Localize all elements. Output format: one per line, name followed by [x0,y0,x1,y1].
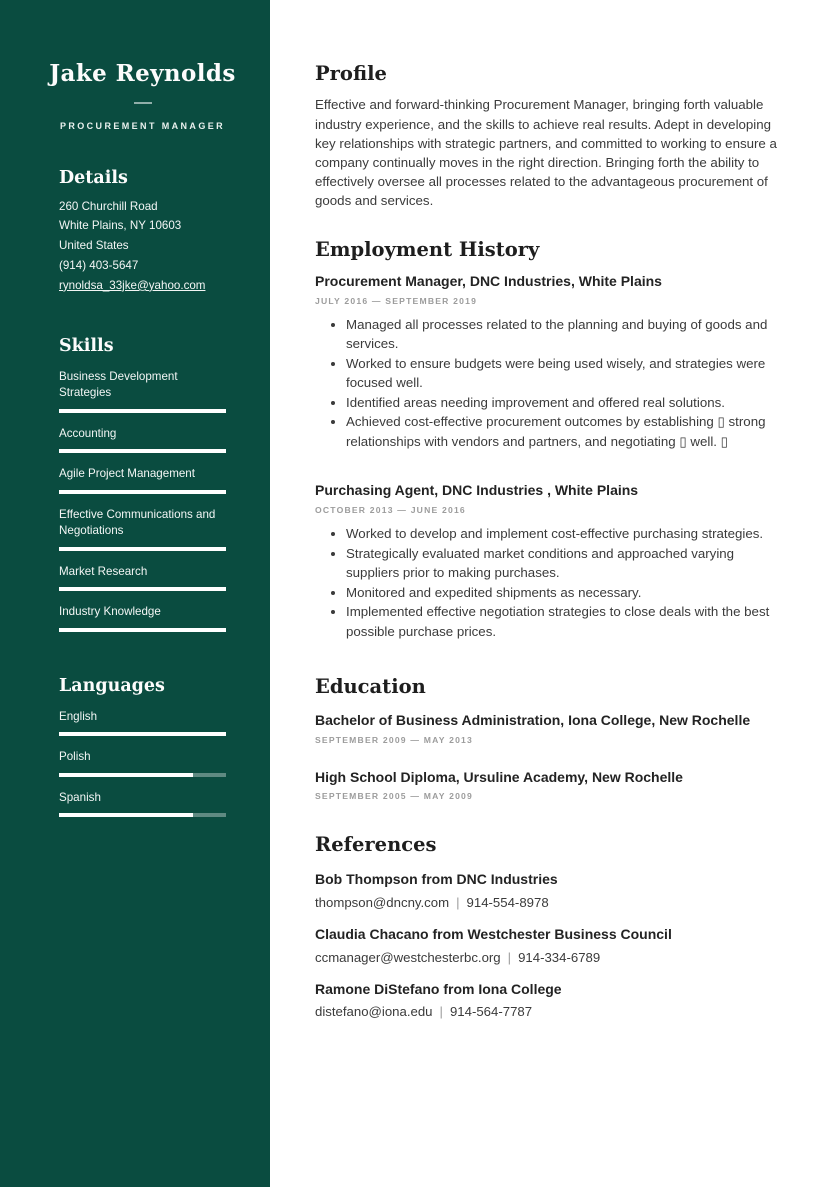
reference-contact [315,950,782,965]
education-title: High School Diploma, Ursuline Academy, New Rochelle [315,768,683,785]
job-entry [315,481,782,641]
language-bar [59,732,226,736]
skill-bar [59,490,226,494]
candidate-name: Jake Reynolds [49,60,236,87]
job-bullet: • Implemented effective negotiation strategies to close deals with the best possible purchase prices. [346,602,782,641]
job-bullet: • Managed all processes related to the planning and buying of goods and services. [346,315,782,354]
skill-bar [59,547,226,551]
education-dates: SEPTEMBER 2005 — MAY 2009 [315,791,474,802]
sidebar [0,0,270,1187]
skill-bar-fill [59,490,226,494]
main-content [270,0,840,1187]
skill-label: Effective Communications and Negotiations [59,507,216,538]
skill-bar-fill [59,409,226,413]
employment-heading: Employment History [315,237,540,261]
job-bullet-list [315,524,782,641]
references-section [315,833,782,1019]
country: United States [59,239,129,253]
skill-item [59,604,226,632]
address-line-2: White Plains, NY 10603 [59,219,182,233]
skill-item [59,507,226,551]
language-item [59,749,226,777]
language-bar [59,813,226,817]
contact-separator: | [507,949,512,965]
details-heading: Details [59,167,128,188]
job-bullet: • Worked to ensure budgets were being used wisely, and strategies were focused well. [346,354,782,393]
education-dates: SEPTEMBER 2009 — MAY 2013 [315,734,474,745]
reference-phone: 914-554-8978 [466,894,549,910]
skill-label: Agile Project Management [59,467,195,481]
language-item [59,709,226,737]
language-bar-fill [59,732,226,736]
language-label: Spanish [59,790,101,804]
language-bar-fill [59,773,193,777]
profile-section [315,62,782,211]
phone-number: (914) 403-5647 [59,258,139,272]
job-bullet: • Achieved cost-effective procurement outcomes by establishing ▯ strong relationships with vendors and partners, and negotiating ▯ well. ▯ [346,412,782,451]
reference-email: distefano@iona.edu [315,1004,433,1020]
name-divider [134,102,152,104]
references-heading: References [315,833,437,857]
contact-separator: | [439,1004,443,1020]
languages-heading: Languages [59,675,165,696]
job-bullet: • Identified areas needing improvement and offered real solutions. [346,393,782,413]
profile-heading: Profile [315,62,387,85]
education-title: Bachelor of Business Administration, Iona College, New Rochelle [315,711,751,728]
job-bullet-list [315,315,782,452]
reference-contact [315,895,782,910]
education-entry [315,711,782,745]
job-title: Procurement Manager, DNC Industries, White Plains [315,272,662,289]
email-link[interactable]: rynoldsa_33jke@yahoo.com [59,278,206,292]
skill-bar [59,409,226,413]
skill-label: Industry Knowledge [59,605,161,619]
job-dates: OCTOBER 2013 — JUNE 2016 [315,505,466,516]
address-line-1: 260 Churchill Road [59,199,158,213]
skill-bar-fill [59,628,226,632]
job-bullet: • Strategically evaluated market conditions and approached varying suppliers prior to making purchases. [346,544,782,583]
reference-entry [315,980,782,1020]
skill-bar-fill [59,547,226,551]
reference-name: Claudia Chacano from Westchester Business Council [315,925,672,942]
skill-item [59,369,226,413]
education-entry [315,768,782,802]
language-item [59,790,226,818]
skill-label: Market Research [59,564,148,578]
job-entry [315,272,782,451]
reference-contact [315,1004,782,1019]
skill-label: Accounting [59,426,117,440]
skill-bar [59,628,226,632]
skill-item [59,466,226,494]
reference-name: Ramone DiStefano from Iona College [315,980,562,997]
skill-bar [59,587,226,591]
education-section [315,675,782,801]
job-bullet: • Worked to develop and implement cost-effective purchasing strategies. [346,524,782,544]
job-title: Purchasing Agent, DNC Industries , White Plains [315,482,639,499]
language-label: Polish [59,750,91,764]
reference-phone: 914-334-6789 [518,949,601,965]
reference-phone: 914-564-7787 [449,1004,533,1020]
employment-section [315,238,782,642]
profile-text: Effective and forward-thinking Procurement Manager, bringing forth valuable industry experience, and the skills to achieve real results. Adept in developing key relationships with strategic partners, and committed to working to ensure a company continually moves in the right direction. Bringing forth the ability to effectively oversee all processes related to the advantageous procurement of goods and services. [315,97,777,209]
skill-item [59,426,226,454]
reference-entry [315,925,782,965]
candidate-job-title: PROCUREMENT MANAGER [59,120,226,131]
job-dates: JULY 2016 — SEPTEMBER 2019 [315,295,478,306]
skill-item [59,564,226,592]
skills-heading: Skills [59,335,114,356]
language-bar-fill [59,813,193,817]
reference-email: thompson@dncny.com [315,894,450,910]
skill-bar [59,449,226,453]
reference-name: Bob Thompson from DNC Industries [315,870,558,887]
contact-separator: | [456,894,460,910]
reference-entry [315,870,782,910]
skill-label: Business Development Strategies [59,369,178,400]
language-label: English [59,709,98,723]
language-bar [59,773,226,777]
job-bullet: • Monitored and expedited shipments as necessary. [346,583,782,603]
reference-email: ccmanager@westchesterbc.org [315,949,501,965]
skill-bar-fill [59,449,226,453]
education-heading: Education [315,675,426,699]
skill-bar-fill [59,587,226,591]
